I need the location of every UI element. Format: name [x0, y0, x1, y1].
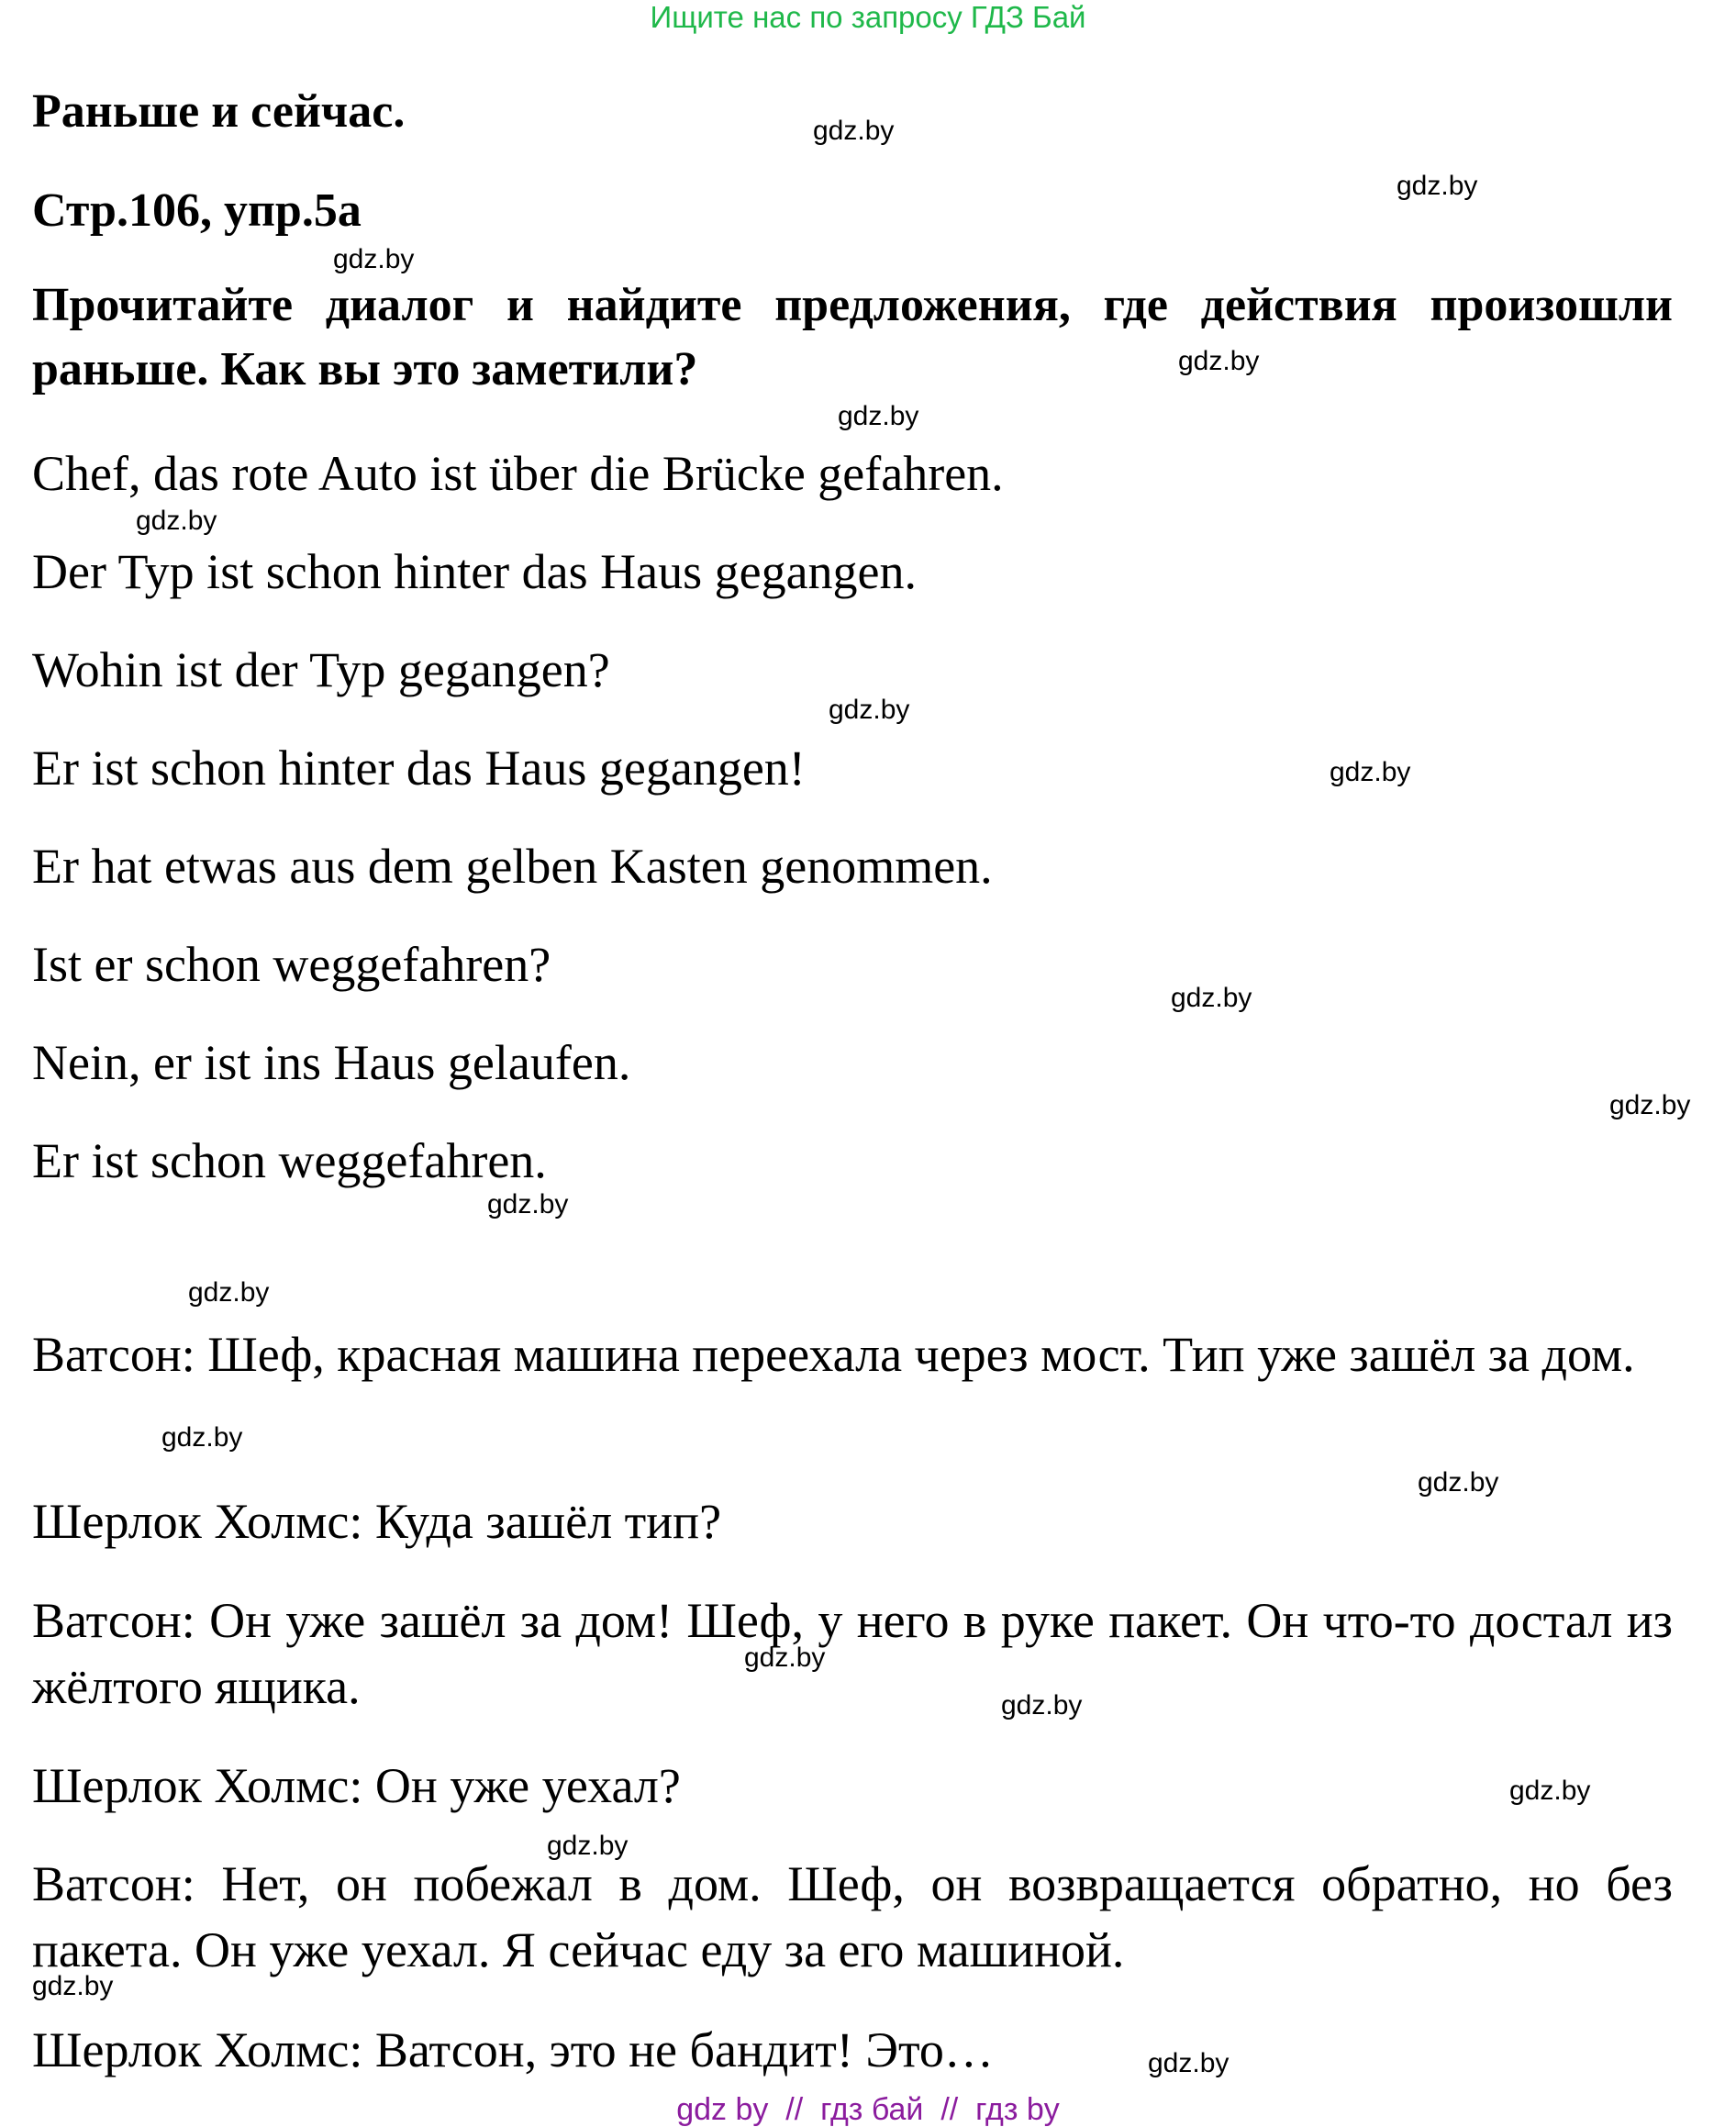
watermark: gdz.by	[1509, 1776, 1591, 1806]
translation-line-1: Ватсон: Шеф, красная машина переехала через мост. Тип уже зашёл за дом.	[32, 1327, 1635, 1382]
watermark: gdz.by	[1397, 171, 1478, 201]
watermark: gdz.by	[1001, 1690, 1083, 1721]
watermark: gdz.by	[813, 116, 895, 146]
footer-links[interactable]: gdz by // гдз бай // гдз by	[676, 2092, 1060, 2127]
watermark: gdz.by	[838, 401, 919, 431]
watermark: gdz.by	[547, 1831, 629, 1861]
exercise-reference: Стр.106, упр.5а	[32, 184, 362, 237]
translation-line-4: Шерлок Холмс: Он уже уехал?	[32, 1758, 681, 1813]
watermark: gdz.by	[1148, 2048, 1230, 2078]
german-sentence-7: Nein, er ist ins Haus gelaufen.	[32, 1035, 631, 1090]
watermark: gdz.by	[1609, 1090, 1691, 1120]
german-sentence-6: Ist er schon weggefahren?	[32, 937, 551, 992]
watermark: gdz.by	[188, 1277, 270, 1308]
watermark: gdz.by	[829, 695, 910, 725]
header-search-hint[interactable]: Ищите нас по запросу ГДЗ Бай	[650, 0, 1086, 34]
watermark: gdz.by	[32, 1971, 114, 2001]
translation-line-3: Ватсон: Он уже зашёл за дом! Шеф, у него в руке пакет. Он что-то достал из жёлтого ящика.	[32, 1593, 1673, 1714]
translation-line-2: Шерлок Холмс: Куда зашёл тип?	[32, 1494, 722, 1549]
watermark: gdz.by	[1330, 757, 1411, 787]
watermark: gdz.by	[1418, 1467, 1499, 1498]
watermark: gdz.by	[136, 506, 217, 536]
german-sentence-1: Chef, das rote Auto ist über die Brücke gefahren.	[32, 446, 1004, 501]
watermark: gdz.by	[487, 1189, 569, 1219]
german-sentence-8: Er ist schon weggefahren.	[32, 1133, 547, 1188]
german-sentence-5: Er hat etwas aus dem gelben Kasten genommen.	[32, 839, 993, 894]
watermark: gdz.by	[333, 244, 415, 274]
page-title: Раньше и сейчас.	[32, 85, 406, 138]
german-sentence-2: Der Typ ist schon hinter das Haus gegangen.	[32, 544, 918, 599]
watermark: gdz.by	[161, 1422, 243, 1453]
translation-line-5: Ватсон: Нет, он побежал в дом. Шеф, он возвращается обратно, но без пакета. Он уже уехал. Я сейчас еду за его машиной.	[32, 1856, 1673, 1977]
watermark: gdz.by	[1171, 983, 1252, 1013]
translation-line-6: Шерлок Холмс: Ватсон, это не бандит! Это…	[32, 2022, 994, 2077]
watermark: gdz.by	[744, 1643, 826, 1673]
task-instruction: Прочитайте диалог и найдите предложения, где действия произошли раньше. Как вы это заметили?	[32, 279, 1673, 395]
watermark: gdz.by	[1178, 346, 1260, 376]
german-sentence-4: Er ist schon hinter das Haus gegangen!	[32, 741, 806, 796]
german-sentence-3: Wohin ist der Typ gegangen?	[32, 642, 610, 697]
